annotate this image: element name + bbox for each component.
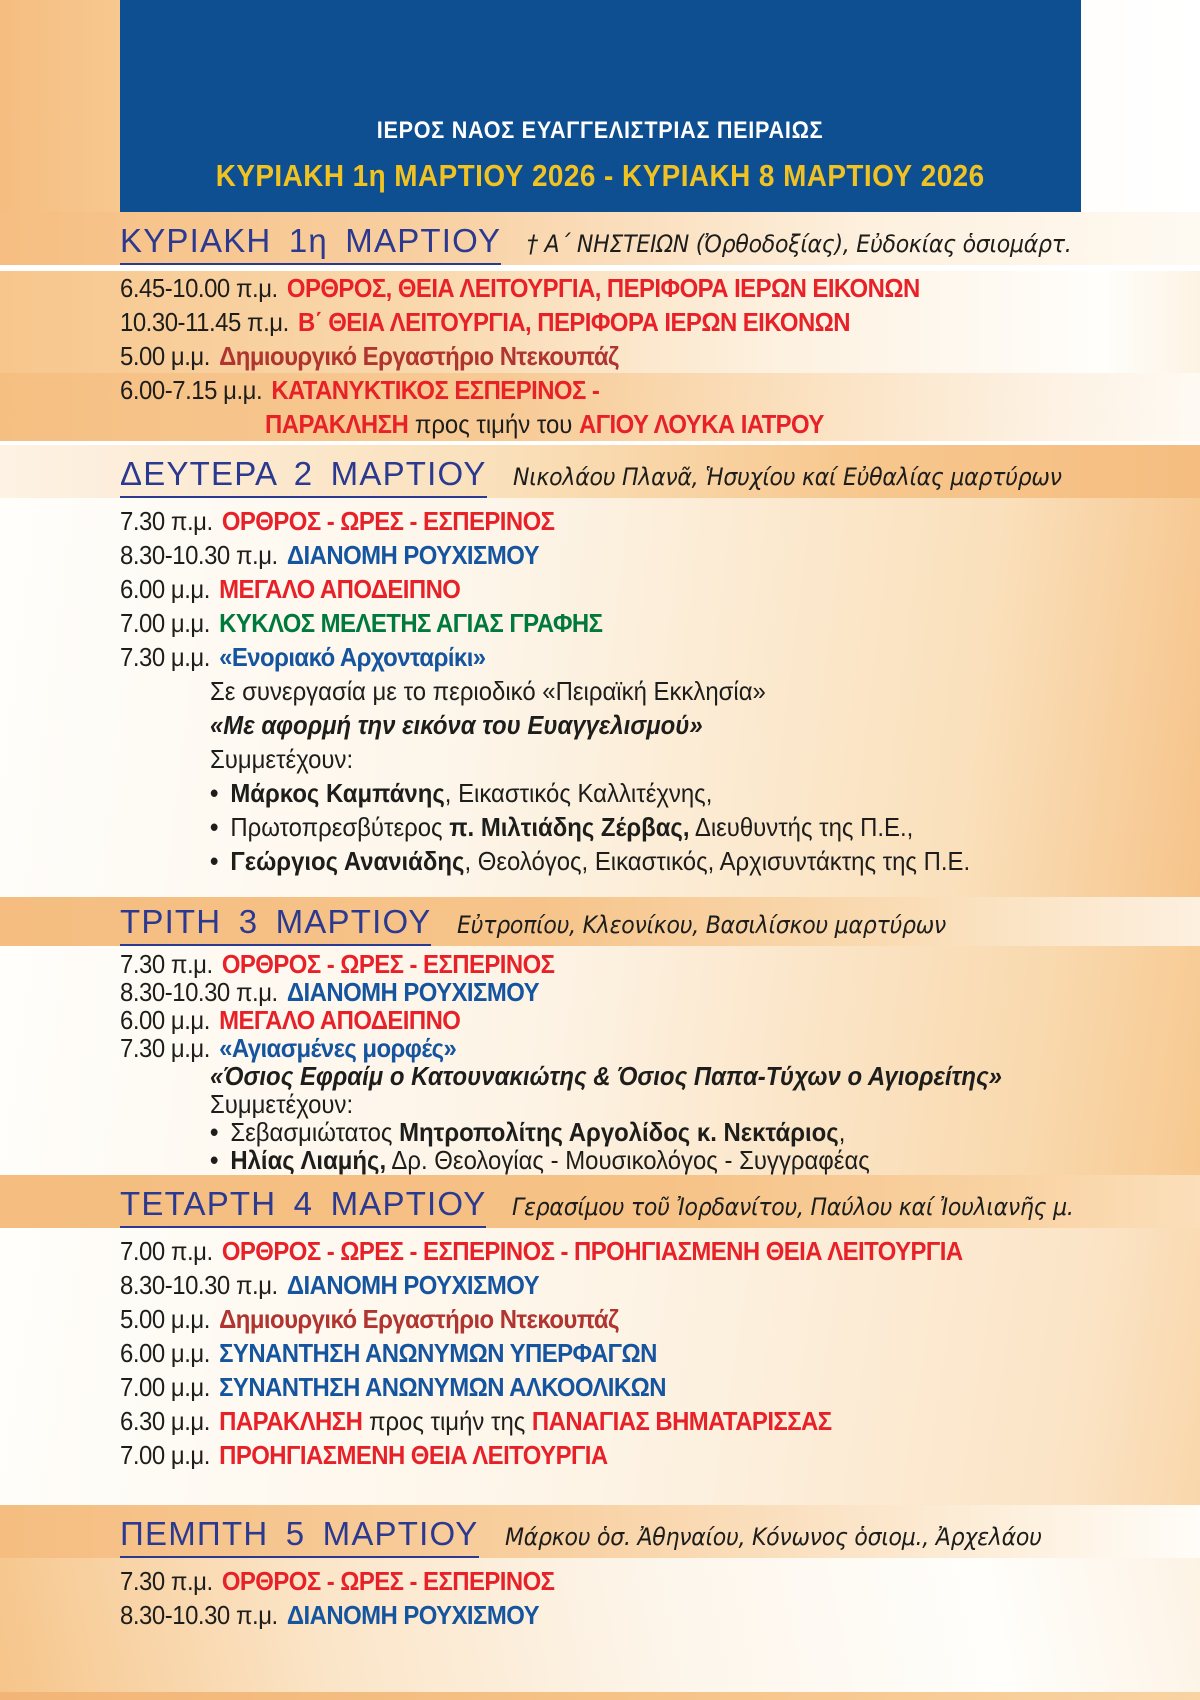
schedule-row-content — [120, 1370, 666, 1404]
schedule-row-content — [120, 572, 460, 606]
schedule-row — [0, 640, 1200, 674]
event-text: ΔΙΑΝΟΜΗ ΡΟΥΧΙΣΜΟΥ — [286, 976, 539, 1007]
schedule-row — [0, 1234, 1200, 1268]
time-label: 6.00 μ.μ. — [120, 1004, 210, 1035]
event-text: Μάρκος Καμπάνης — [230, 777, 445, 808]
event-text: ΔΙΑΝΟΜΗ ΡΟΥΧΙΣΜΟΥ — [286, 1269, 539, 1300]
schedule-row-content — [120, 271, 920, 305]
schedule-row — [0, 1090, 1200, 1118]
participant-row — [0, 776, 1200, 810]
schedule-row — [0, 572, 1200, 606]
schedule-row — [0, 742, 1200, 776]
day-heading-row — [0, 212, 1200, 265]
schedule-row-content — [120, 1034, 456, 1062]
event-text: ΚΑΤΑΝΥΚΤΙΚΟΣ ΕΣΠΕΡΙΝΟΣ - — [271, 374, 600, 405]
event-text: Δημιουργικό Εργαστήριο Ντεκουπάζ — [219, 1303, 619, 1334]
event-text: ΟΡΘΡΟΣ, ΘΕΙΑ ΛΕΙΤΟΥΡΓΙΑ, ΠΕΡΙΦΟΡΑ ΙΕΡΩΝ ΕΙΚΟΝΩΝ — [286, 272, 920, 303]
participant-row — [0, 1118, 1200, 1146]
event-text: ΣΥΝΑΝΤΗΣΗ ΑΝΩΝΥΜΩΝ ΥΠΕΡΦΑΓΩΝ — [219, 1337, 657, 1368]
event-text: ΚΥΚΛΟΣ ΜΕΛΕΤΗΣ ΑΓΙΑΣ ΓΡΑΦΗΣ — [219, 607, 603, 638]
time-label: 10.30-11.45 π.μ. — [120, 306, 289, 337]
event-text: π. Μιλτιάδης Ζέρβας, — [449, 811, 690, 842]
day-feast: Μάρκου ὁσ. Ἀθηναίου, Κόνωνος ὁσιομ., Ἀρχελάου — [504, 1523, 1042, 1551]
schedule-row — [0, 1404, 1200, 1438]
day-feast: Εὐτροπίου, Κλεονίκου, Βασιλίσκου μαρτύρων — [457, 911, 947, 939]
schedule-row-content — [210, 1118, 845, 1146]
schedule-row — [0, 1336, 1200, 1370]
day-title: ΠΕΜΠΤΗ 5 ΜΑΡΤΙΟΥ — [120, 1515, 479, 1558]
event-text: ΠΑΡΑΚΛΗΣΗ — [265, 408, 409, 439]
note-text: , — [838, 1116, 846, 1147]
day-feast: Νικολάου Πλανᾶ, Ἡσυχίου καί Εὐθαλίας μαρτύρων — [512, 463, 1062, 491]
event-text: ΔΙΑΝΟΜΗ ΡΟΥΧΙΣΜΟΥ — [286, 1599, 539, 1630]
event-text: Δημιουργικό Εργαστήριο Ντεκουπάζ — [219, 340, 619, 371]
note-text: Σε συνεργασία με το περιοδικό «Πειραϊκή Εκκλησία» — [210, 675, 766, 706]
event-text: ΠΑΡΑΚΛΗΣΗ — [219, 1405, 363, 1436]
schedule-row — [0, 1302, 1200, 1336]
day-title: ΚΥΡΙΑΚΗ 1η ΜΑΡΤΙΟΥ — [120, 222, 501, 265]
event-text: ΠΡΟΗΓΙΑΣΜΕΝΗ ΘΕΙΑ ΛΕΙΤΟΥΡΓΙΑ — [219, 1439, 608, 1470]
schedule-row-content — [210, 742, 353, 776]
day-title: ΤΡΙΤΗ 3 ΜΑΡΤΙΟΥ — [120, 903, 431, 946]
schedule-row-content — [210, 674, 766, 708]
schedule-row-content — [120, 538, 539, 572]
schedule-row — [0, 950, 1200, 978]
time-label: 7.30 π.μ. — [120, 505, 213, 536]
schedule-row-content — [120, 950, 554, 978]
schedule-row-content — [210, 810, 913, 844]
schedule-row — [0, 1062, 1200, 1090]
header-zone — [0, 0, 1200, 212]
schedule-row-content — [120, 1336, 657, 1370]
event-text: «Ενοριακό Αρχονταρίκι» — [219, 641, 486, 672]
event-text: ΟΡΘΡΟΣ - ΩΡΕΣ - ΕΣΠΕΡΙΝΟΣ — [221, 948, 555, 979]
note-text: Συμμετέχουν: — [210, 743, 354, 774]
day-heading-row — [0, 445, 1200, 498]
schedule-row-content — [120, 1598, 539, 1632]
event-text: «Με αφορμή την εικόνα του Ευαγγελισμού» — [210, 709, 703, 740]
day-feast: † Α΄ ΝΗΣΤΕΙΩΝ (Ὀρθοδοξίας), Εὐδοκίας ὁσιομάρτ. — [527, 230, 1072, 258]
time-label: 6.00 μ.μ. — [120, 573, 210, 604]
time-label: 7.00 μ.μ. — [120, 1371, 210, 1402]
day-section — [0, 897, 1200, 1175]
church-title — [352, 117, 848, 145]
note-text: Δρ. Θεολογίας - Μουσικολόγος - Συγγραφέας — [386, 1144, 870, 1175]
day-heading-row — [0, 1175, 1200, 1228]
schedule-row-content — [120, 504, 554, 538]
bottom-strip — [0, 1692, 1200, 1700]
schedule-row-content — [120, 978, 539, 1006]
day-section — [0, 1175, 1200, 1505]
day-schedule — [0, 1558, 1200, 1692]
schedule-row-content — [120, 1404, 832, 1438]
time-label: 8.30-10.30 π.μ. — [120, 1599, 278, 1630]
note-text: Διευθυντής της Π.Ε., — [689, 811, 914, 842]
day-schedule — [0, 265, 1200, 441]
schedule — [0, 212, 1200, 1692]
time-label: 7.30 μ.μ. — [120, 641, 210, 672]
schedule-row — [0, 1564, 1200, 1598]
schedule-row — [0, 1370, 1200, 1404]
day-schedule — [0, 498, 1200, 897]
event-text: Β΄ ΘΕΙΑ ΛΕΙΤΟΥΡΓΙΑ, ΠΕΡΙΦΟΡΑ ΙΕΡΩΝ ΕΙΚΟΝΩΝ — [297, 306, 851, 337]
event-text: ΜΕΓΑΛΟ ΑΠΟΔΕΙΠΝΟ — [219, 1004, 461, 1035]
time-label: 6.30 μ.μ. — [120, 1405, 210, 1436]
participant-row — [0, 844, 1200, 878]
schedule-row-content — [210, 1090, 353, 1118]
time-label: 6.45-10.00 π.μ. — [120, 272, 278, 303]
schedule-row-content — [120, 1438, 608, 1472]
note-text: Πρωτοπρεσβύτερος — [230, 811, 450, 842]
event-text: Γεώργιος Ανανιάδης — [230, 845, 465, 876]
time-label: 7.00 μ.μ. — [120, 1439, 210, 1470]
day-section — [0, 1505, 1200, 1692]
schedule-row — [0, 1268, 1200, 1302]
schedule-row-content — [120, 606, 602, 640]
note-text: , Θεολόγος, Εικαστικός, Αρχισυντάκτης της Π.Ε. — [464, 845, 971, 876]
header-banner — [120, 0, 1081, 212]
schedule-row — [0, 1598, 1200, 1632]
time-label: 5.00 μ.μ. — [120, 1303, 210, 1334]
note-text: προς τιμήν της — [362, 1405, 532, 1436]
week-range-text: ΚΥΡΙΑΚΗ 1η ΜΑΡΤΙΟΥ 2026 - ΚΥΡΙΑΚΗ 8 ΜΑΡΤΙΟΥ 2026 — [216, 158, 985, 193]
time-label: 7.00 π.μ. — [120, 1235, 213, 1266]
day-heading-row — [0, 1505, 1200, 1558]
church-title-text: ΙΕΡΟΣ ΝΑΟΣ ΕΥΑΓΓΕΛΙΣΤΡΙΑΣ ΠΕΙΡΑΙΩΣ — [377, 117, 824, 144]
time-label: 8.30-10.30 π.μ. — [120, 1269, 278, 1300]
schedule-row — [0, 538, 1200, 572]
day-heading-row — [0, 897, 1200, 946]
event-text: ΟΡΘΡΟΣ - ΩΡΕΣ - ΕΣΠΕΡΙΝΟΣ — [221, 1565, 555, 1596]
schedule-row-content — [210, 1146, 870, 1174]
schedule-row-content — [210, 844, 970, 878]
event-text: ΟΡΘΡΟΣ - ΩΡΕΣ - ΕΣΠΕΡΙΝΟΣ — [221, 505, 555, 536]
schedule-row-content — [120, 339, 618, 373]
schedule-row — [0, 1034, 1200, 1062]
schedule-row-content — [120, 1564, 554, 1598]
schedule-row — [0, 504, 1200, 538]
schedule-row — [0, 1006, 1200, 1034]
event-text: ΜΕΓΑΛΟ ΑΠΟΔΕΙΠΝΟ — [219, 573, 461, 604]
schedule-row — [0, 373, 1200, 407]
schedule-row — [0, 407, 1200, 441]
schedule-row-content — [120, 1268, 539, 1302]
schedule-row-content — [120, 1234, 963, 1268]
participant-row — [0, 1146, 1200, 1174]
note-text: Σεβασμιώτατος — [230, 1116, 400, 1147]
event-text: ΟΡΘΡΟΣ - ΩΡΕΣ - ΕΣΠΕΡΙΝΟΣ - ΠΡΟΗΓΙΑΣΜΕΝΗ ΘΕΙΑ ΛΕΙΤΟΥΡΓΙΑ — [221, 1235, 963, 1266]
schedule-row — [0, 978, 1200, 1006]
participant-row — [0, 810, 1200, 844]
schedule-row — [0, 339, 1200, 373]
event-text: ΣΥΝΑΝΤΗΣΗ ΑΝΩΝΥΜΩΝ ΑΛΚΟΟΛΙΚΩΝ — [219, 1371, 666, 1402]
note-text: Συμμετέχουν: — [210, 1088, 354, 1119]
time-label: 7.30 π.μ. — [120, 948, 213, 979]
schedule-row-content — [120, 640, 486, 674]
day-title: ΔΕΥΤΕΡΑ 2 ΜΑΡΤΙΟΥ — [120, 455, 487, 498]
schedule-row-content — [265, 407, 824, 441]
event-text: «Αγιασμένες μορφές» — [219, 1032, 457, 1063]
event-text: «Όσιος Εφραίμ ο Κατουνακιώτης & Όσιος Παπα-Τύχων ο Αγιορείτης» — [210, 1060, 1002, 1091]
schedule-row-content — [210, 776, 712, 810]
schedule-row — [0, 606, 1200, 640]
time-label: 5.00 μ.μ. — [120, 340, 210, 371]
schedule-row — [0, 1438, 1200, 1472]
time-label: 7.30 μ.μ. — [120, 1032, 210, 1063]
week-range — [173, 158, 1027, 194]
event-text: ΑΓΙΟΥ ΛΟΥΚΑ ΙΑΤΡΟΥ — [579, 408, 824, 439]
day-section — [0, 445, 1200, 897]
schedule-row-content — [210, 1062, 1002, 1090]
time-label: 8.30-10.30 π.μ. — [120, 976, 278, 1007]
time-label: 6.00-7.15 μ.μ. — [120, 374, 263, 405]
schedule-row-content — [120, 373, 599, 407]
schedule-row — [0, 271, 1200, 305]
time-label: 7.30 π.μ. — [120, 1565, 213, 1596]
schedule-row — [0, 674, 1200, 708]
event-text: Μητροπολίτης Αργολίδος κ. Νεκτάριος — [399, 1116, 839, 1147]
schedule-row — [0, 708, 1200, 742]
event-text: ΠΑΝΑΓΙΑΣ ΒΗΜΑΤΑΡΙΣΣΑΣ — [531, 1405, 832, 1436]
schedule-row-content — [120, 305, 850, 339]
time-label: 6.00 μ.μ. — [120, 1337, 210, 1368]
event-text: Ηλίας Λιαμής, — [230, 1144, 387, 1175]
schedule-row-content — [210, 708, 703, 742]
day-feast: Γερασίμου τοῦ Ἰορδανίτου, Παύλου καί Ἰουλιανῆς μ. — [512, 1193, 1075, 1221]
time-label: 8.30-10.30 π.μ. — [120, 539, 278, 570]
schedule-row — [0, 305, 1200, 339]
schedule-row-content — [120, 1302, 618, 1336]
time-label: 7.00 μ.μ. — [120, 607, 210, 638]
day-title: ΤΕΤΑΡΤΗ 4 ΜΑΡΤΙΟΥ — [120, 1185, 486, 1228]
day-schedule — [0, 1228, 1200, 1505]
day-section — [0, 212, 1200, 445]
note-text: , Εικαστικός Καλλιτέχνης, — [444, 777, 713, 808]
day-schedule — [0, 946, 1200, 1175]
event-text: ΔΙΑΝΟΜΗ ΡΟΥΧΙΣΜΟΥ — [286, 539, 539, 570]
note-text: προς τιμήν του — [408, 408, 580, 439]
schedule-row-content — [120, 1006, 460, 1034]
